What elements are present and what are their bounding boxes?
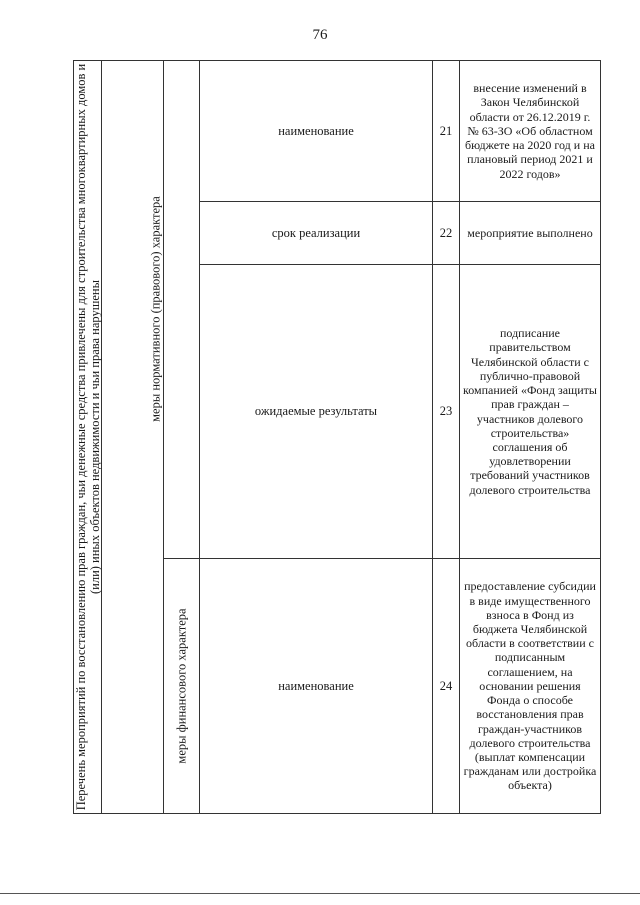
row-number: 24 bbox=[439, 678, 453, 693]
row-number: 23 bbox=[439, 404, 453, 418]
row-label: срок реализации bbox=[271, 225, 361, 240]
row-description: предоставление субсидии в виде имущественного взноса в Фонд из бюджета Челябинской области в соответствии с подписанным соглашением, на основании решения Фонда о способе восстановления прав граждан-участников долевого строительства (выплат компенсации гражданам или достройка объекта) bbox=[463, 579, 597, 793]
financial-measures-heading: меры финансового характера bbox=[174, 608, 189, 764]
row-description: подписание правительством Челябинской области с публично-правовой компанией «Фонд защиты прав граждан – участников долевого строительства» соглашения об удовлетворении требований участников долевого строительства bbox=[463, 326, 597, 497]
row-description: внесение изменений в Закон Челябинской области от 26.12.2019 г. № 63-ЗО «Об областном бюджете на 2020 год и на плановый период 2021 и 2022 годов» bbox=[465, 81, 595, 181]
row-number: 22 bbox=[439, 225, 453, 240]
row-description: мероприятие выполнено bbox=[467, 225, 593, 240]
row-number: 21 bbox=[439, 123, 453, 138]
row-label: наименование bbox=[278, 678, 354, 693]
list-heading-vertical: Перечень мероприятий по восстановлению прав граждан, чьи денежные средства привлечены для строительства многоквартирных домов и (или) иных объектов недвижимости и чьи права нарушены bbox=[74, 63, 102, 811]
normative-measures-heading: меры нормативного (правового) характера bbox=[148, 196, 163, 422]
row-label: ожидаемые результаты bbox=[254, 404, 378, 418]
scan-edge-line bbox=[0, 893, 640, 894]
measures-table bbox=[73, 60, 601, 814]
row-label: наименование bbox=[278, 123, 354, 138]
page-number: 76 bbox=[312, 27, 328, 43]
